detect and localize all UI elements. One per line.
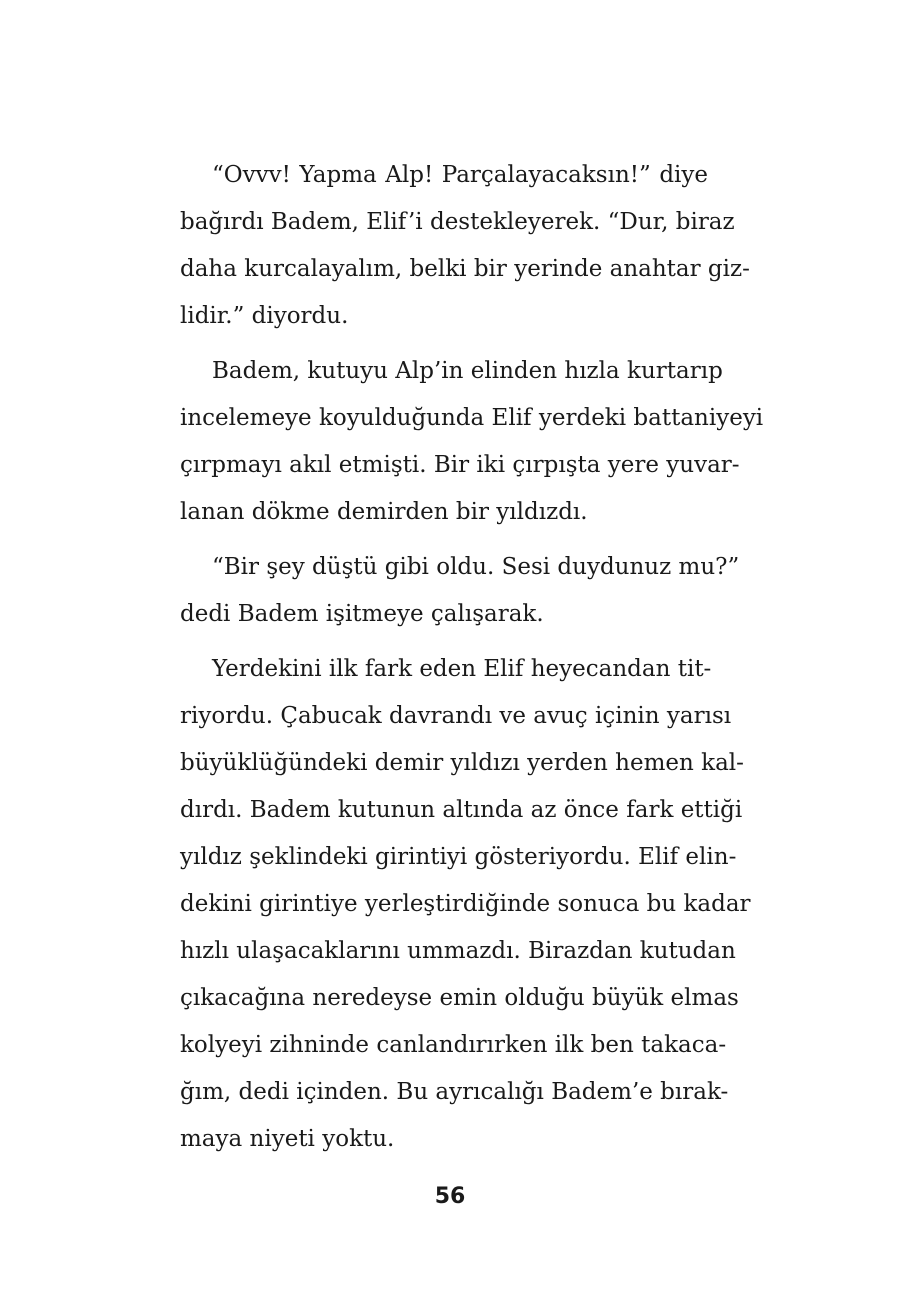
text-line: bağırdı Badem, Elif’i destekleyerek. “Dur, biraz bbox=[180, 209, 735, 235]
text-line: “Bir şey düştü gibi oldu. Sesi duydunuz mu?” bbox=[212, 554, 740, 580]
paragraph-3 bbox=[180, 544, 740, 638]
text-line: çıkacağına neredeyse emin olduğu büyük elmas bbox=[180, 985, 739, 1011]
text-line: maya niyeti yoktu. bbox=[180, 1126, 395, 1152]
text-line: incelemeye koyulduğunda Elif yerdeki battaniyeyi bbox=[180, 405, 764, 431]
text-line: büyüklüğündeki demir yıldızı yerden hemen kal- bbox=[180, 750, 744, 776]
body-text bbox=[180, 152, 764, 1163]
text-line: kolyeyi zihninde canlandırırken ilk ben takaca- bbox=[180, 1032, 727, 1058]
text-line: “Ovvv! Yapma Alp! Parçalayacaksın!” diye bbox=[212, 162, 708, 188]
paragraph-1 bbox=[180, 152, 750, 340]
text-line: Yerdekini ilk fark eden Elif heyecandan tit- bbox=[212, 656, 712, 682]
paragraph-4 bbox=[180, 646, 751, 1163]
text-line: yıldız şeklindeki girintiyi gösteriyordu. Elif elin- bbox=[180, 844, 737, 870]
text-line: çırpmayı akıl etmişti. Bir iki çırpışta yere yuvar- bbox=[180, 452, 740, 478]
text-line: hızlı ulaşacaklarını ummazdı. Birazdan kutudan bbox=[180, 938, 736, 964]
page-number: 56 bbox=[434, 1184, 466, 1209]
text-line: Badem, kutuyu Alp’in elinden hızla kurtarıp bbox=[212, 358, 723, 384]
text-line: dedi Badem işitmeye çalışarak. bbox=[180, 601, 544, 627]
text-line: lidir.” diyordu. bbox=[180, 303, 349, 329]
text-line: dırdı. Badem kutunun altında az önce fark ettiği bbox=[180, 797, 743, 823]
paragraph-2 bbox=[180, 348, 764, 536]
text-line: riyordu. Çabucak davrandı ve avuç içinin yarısı bbox=[180, 703, 732, 729]
text-line: ğım, dedi içinden. Bu ayrıcalığı Badem’e bırak- bbox=[180, 1079, 729, 1105]
text-line: daha kurcalayalım, belki bir yerinde anahtar giz- bbox=[180, 256, 750, 282]
text-line: dekini girintiye yerleştirdiğinde sonuca bu kadar bbox=[180, 891, 751, 917]
text-line: lanan dökme demirden bir yıldızdı. bbox=[180, 499, 588, 525]
